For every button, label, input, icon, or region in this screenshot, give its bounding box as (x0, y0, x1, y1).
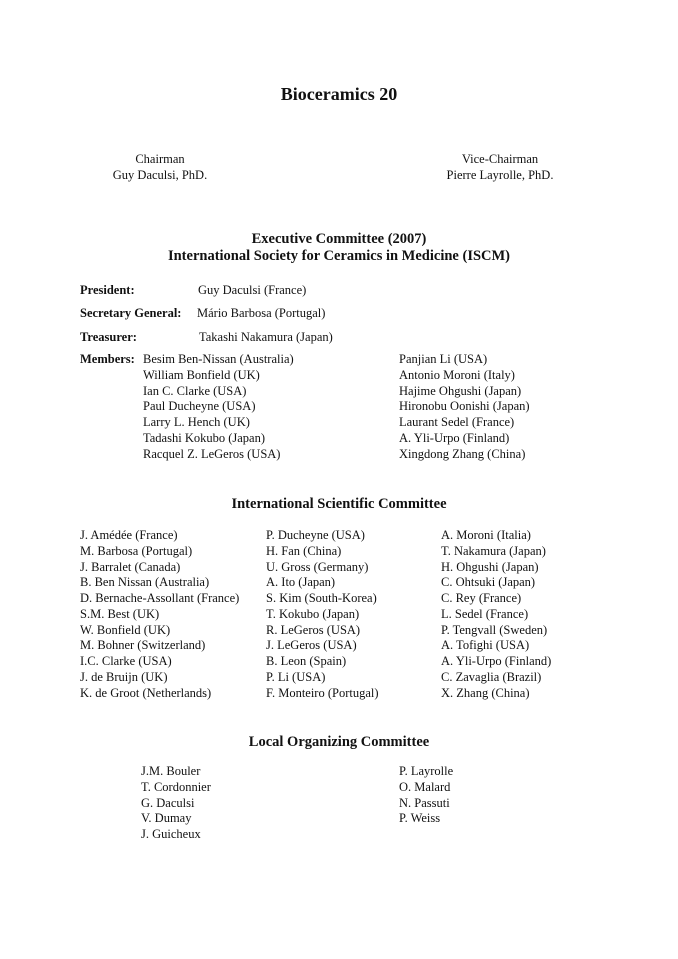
iscm-heading: International Society for Ceramics in Medicine (ISCM) (167, 248, 511, 264)
list-item: T. Cordonnier (141, 779, 211, 794)
list-item: Tadashi Kokubo (Japan) (143, 430, 266, 445)
list-item: J. LeGeros (USA) (266, 638, 357, 653)
list-item: P. Weiss (399, 811, 441, 826)
chairman-name: Guy Daculsi, PhD. (112, 168, 208, 182)
list-item: A. Moroni (Italia) (441, 528, 531, 542)
list-item: G. Daculsi (141, 795, 195, 810)
list-item: Antonio Moroni (Italy) (399, 367, 515, 382)
list-item: J. Guicheux (141, 827, 201, 841)
list-item: B. Leon (Spain) (266, 654, 347, 668)
treasurer-value: Takashi Nakamura (Japan) (199, 330, 333, 344)
list-item: T. Nakamura (Japan) (441, 543, 546, 558)
list-item: X. Zhang (China) (441, 685, 530, 700)
list-item: S. Kim (South-Korea) (266, 591, 377, 605)
members-left-list (143, 352, 294, 462)
list-item: U. Gross (Germany) (266, 559, 369, 574)
list-item: O. Malard (399, 779, 451, 794)
list-item: W. Bonfield (UK) (80, 622, 171, 637)
list-item: Besim Ben-Nissan (Australia) (143, 352, 294, 366)
list-item: Laurant Sedel (France) (399, 415, 515, 429)
list-item: A. Ito (Japan) (266, 575, 336, 590)
list-item: S.M. Best (UK) (80, 606, 160, 621)
list-item: H. Ohgushi (Japan) (441, 559, 539, 574)
vice-chairman-role: Vice-Chairman (461, 152, 539, 166)
list-item: Xingdong Zhang (China) (399, 446, 526, 461)
local-left-list (141, 764, 211, 843)
list-item: Paul Ducheyne (USA) (143, 399, 256, 414)
president-value: Guy Daculsi (France) (198, 283, 307, 297)
list-item: M. Bohner (Switzerland) (80, 638, 206, 653)
list-item: I.C. Clarke (USA) (80, 654, 172, 668)
chairman-block (100, 151, 220, 183)
list-item: J.M. Bouler (141, 764, 201, 778)
list-item: P. Layrolle (399, 764, 454, 778)
vice-chairman-name: Pierre Layrolle, PhD. (446, 168, 554, 182)
local-right-list (399, 764, 453, 827)
list-item: B. Ben Nissan (Australia) (80, 575, 210, 590)
list-item: Panjian Li (USA) (399, 352, 488, 366)
list-item: F. Monteiro (Portugal) (266, 685, 379, 700)
local-heading: Local Organizing Committee (248, 734, 430, 750)
president-label: President: (80, 283, 135, 297)
list-item: A. Yli-Urpo (Finland) (441, 654, 552, 668)
list-item: C. Rey (France) (441, 591, 522, 605)
members-label: Members: (80, 352, 135, 366)
list-item: C. Zavaglia (Brazil) (441, 669, 542, 684)
list-item: P. Li (USA) (266, 669, 326, 684)
members-right-list (399, 352, 530, 462)
list-item: M. Barbosa (Portugal) (80, 543, 193, 558)
list-item: T. Kokubo (Japan) (266, 606, 360, 621)
list-item: Ian C. Clarke (USA) (143, 383, 247, 398)
executive-heading: Executive Committee (2007) (251, 231, 427, 247)
list-item: D. Bernache-Assollant (France) (80, 591, 240, 605)
list-item: K. de Groot (Netherlands) (80, 685, 212, 700)
list-item: P. Ducheyne (USA) (266, 528, 365, 542)
list-item: Hajime Ohgushi (Japan) (399, 383, 522, 398)
list-item: L. Sedel (France) (441, 606, 529, 621)
vice-chairman-block (428, 151, 572, 183)
scientific-heading: International Scientific Committee (231, 496, 447, 512)
list-item: A. Tofighi (USA) (441, 638, 530, 653)
list-item: J. Amédée (France) (80, 528, 178, 542)
secretary-label: Secretary General: (80, 306, 182, 320)
list-item: R. LeGeros (USA) (266, 622, 361, 637)
secretary-value: Mário Barbosa (Portugal) (197, 306, 326, 320)
list-item: V. Dumay (141, 811, 192, 826)
list-item: J. Barralet (Canada) (80, 559, 181, 574)
list-item: N. Passuti (399, 795, 450, 810)
list-item: H. Fan (China) (266, 543, 342, 558)
list-item: J. de Bruijn (UK) (80, 669, 168, 684)
list-item: P. Tengvall (Sweden) (441, 622, 548, 637)
list-item: Racquel Z. LeGeros (USA) (143, 446, 281, 461)
list-item: Hironobu Oonishi (Japan) (399, 399, 530, 414)
scientific-col-3 (441, 528, 551, 701)
list-item: William Bonfield (UK) (143, 367, 260, 382)
list-item: A. Yli-Urpo (Finland) (399, 430, 510, 445)
list-item: C. Ohtsuki (Japan) (441, 575, 536, 590)
scientific-col-2 (266, 528, 379, 701)
list-item: Larry L. Hench (UK) (143, 415, 250, 429)
scientific-col-1 (80, 528, 239, 701)
page-title: Bioceramics 20 (280, 84, 398, 104)
treasurer-label: Treasurer: (80, 330, 137, 344)
chairman-role: Chairman (135, 152, 185, 166)
